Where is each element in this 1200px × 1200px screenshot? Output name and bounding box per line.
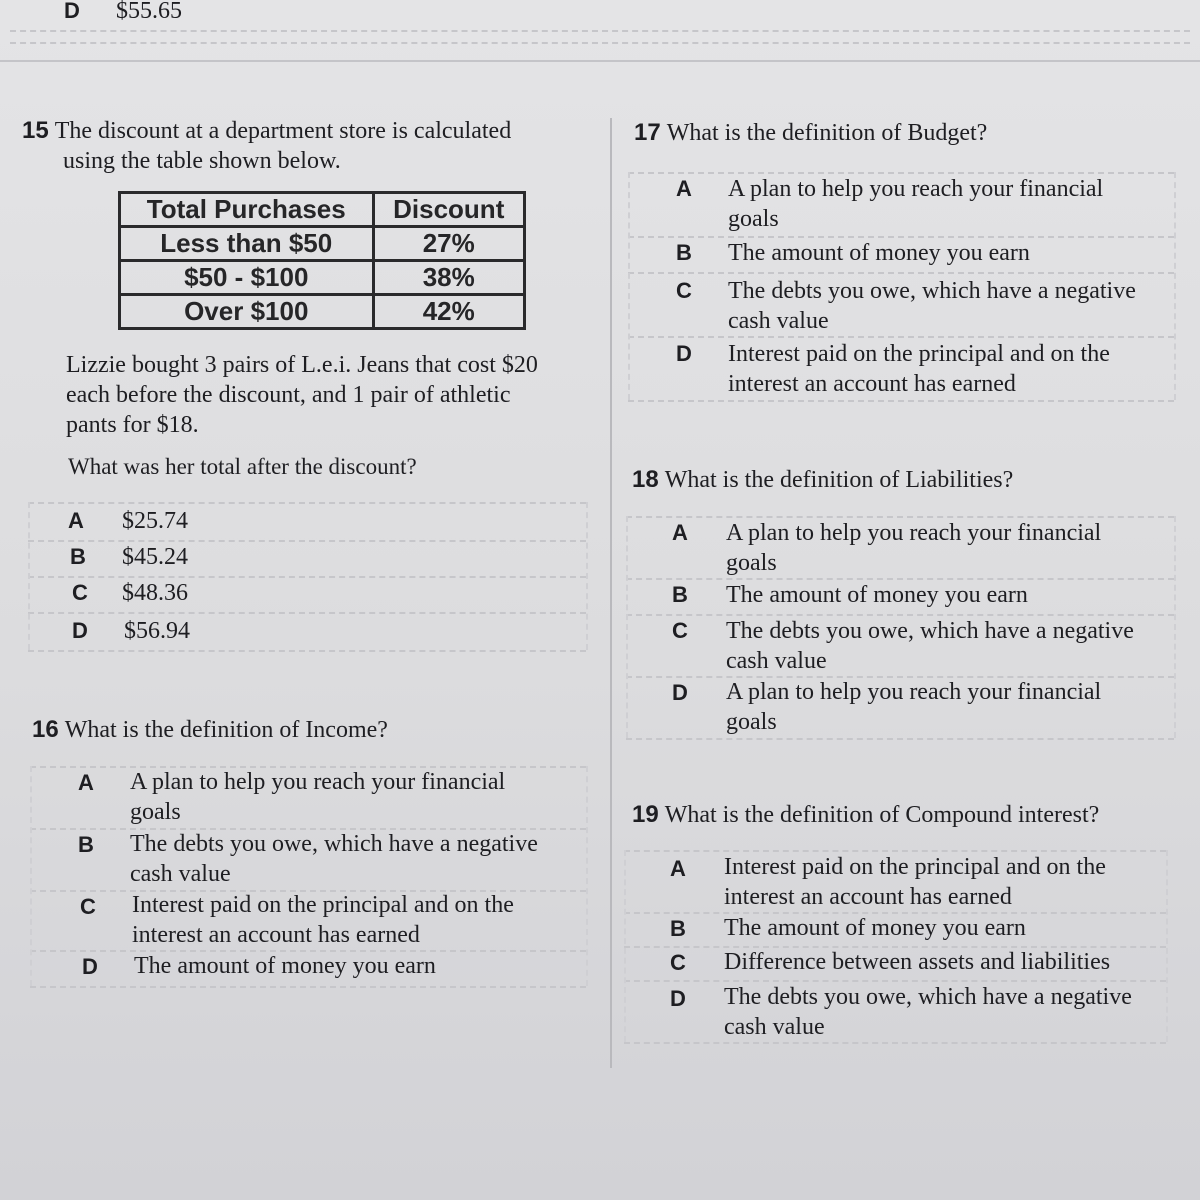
option-letter: A: [676, 176, 692, 201]
option-text-line2: goals: [728, 206, 779, 232]
question-17-prompt: 17 What is the definition of Budget?: [634, 119, 988, 146]
question-number: 18: [632, 466, 659, 493]
question-15-question: What was her total after the discount?: [68, 454, 417, 479]
option-letter: B: [676, 240, 692, 265]
option-text-line1: A plan to help you reach your financial: [130, 769, 506, 795]
answer-grid-line: [586, 502, 588, 650]
option-text-line1: The amount of money you earn: [728, 240, 1030, 266]
answer-grid-line: [628, 400, 1174, 402]
prev-option-d-letter: D: [64, 0, 80, 23]
answer-grid-line: [628, 272, 1174, 274]
option-text-line2: interest an account has earned: [132, 922, 420, 948]
option-letter: A: [670, 856, 686, 881]
discount-table: [118, 191, 526, 330]
answer-grid-line: [626, 516, 628, 738]
option-text-line1: The debts you owe, which have a negative: [130, 831, 538, 857]
option-letter: D: [670, 986, 686, 1011]
question-number: 17: [634, 119, 661, 146]
table-row: [120, 295, 525, 329]
option-text-line1: Difference between assets and liabilities: [724, 949, 1111, 975]
option-text: $48.36: [122, 580, 188, 606]
option-text-line1: The debts you owe, which have a negative: [728, 278, 1136, 304]
answer-grid-line: [30, 766, 32, 986]
question-15-story-line2: each before the discount, and 1 pair of athletic: [66, 382, 511, 408]
option-text-line2: goals: [726, 709, 777, 735]
question-15-story-line1: Lizzie bought 3 pairs of L.e.i. Jeans that cost $20: [66, 352, 538, 378]
option-text-line2: goals: [130, 799, 181, 825]
answer-grid-line: [28, 612, 586, 614]
option-letter: B: [70, 544, 86, 569]
section-divider: [0, 60, 1200, 62]
answer-grid-line: [624, 850, 626, 1042]
answer-grid-line: [586, 766, 588, 986]
option-letter: A: [68, 508, 84, 533]
prev-option-d-text: $55.65: [116, 0, 182, 24]
table-header-row: [120, 193, 525, 227]
option-text-line1: Interest paid on the principal and on the: [728, 341, 1110, 367]
column-divider: [610, 118, 612, 1068]
option-letter: D: [676, 341, 692, 366]
option-text-line2: cash value: [724, 1014, 825, 1040]
question-number: 15: [22, 117, 49, 144]
option-letter: C: [676, 278, 692, 303]
option-letter: D: [82, 954, 98, 979]
question-16-prompt: 16 What is the definition of Income?: [32, 716, 388, 743]
table-header: Discount: [373, 193, 525, 227]
answer-grid-line: [1174, 516, 1176, 738]
option-text: $45.24: [122, 544, 188, 570]
table-cell: $50 - $100: [120, 261, 374, 295]
option-text-line1: A plan to help you reach your financial: [726, 520, 1102, 546]
option-text-line1: Interest paid on the principal and on the: [132, 892, 514, 918]
table-cell: 27%: [373, 227, 525, 261]
option-text-line2: goals: [726, 550, 777, 576]
question-19-prompt: 19 What is the definition of Compound interest?: [632, 801, 1100, 828]
option-text-line2: cash value: [726, 648, 827, 674]
table-header: Total Purchases: [120, 193, 374, 227]
option-letter: C: [672, 618, 688, 643]
option-text-line1: A plan to help you reach your financial: [728, 176, 1104, 202]
option-letter: D: [72, 618, 88, 643]
answer-grid-line: [28, 502, 586, 504]
option-letter: A: [78, 770, 94, 795]
question-number: 16: [32, 716, 59, 743]
dashed-divider: [10, 30, 1190, 32]
option-text: $25.74: [122, 508, 188, 534]
option-letter: C: [80, 894, 96, 919]
table-row: [120, 227, 525, 261]
answer-grid-line: [628, 172, 630, 400]
question-15-story-line3: pants for $18.: [66, 412, 199, 438]
option-text-line1: The debts you owe, which have a negative: [724, 984, 1132, 1010]
option-text-line1: The amount of money you earn: [134, 953, 436, 979]
table-cell: Less than $50: [120, 227, 374, 261]
option-letter: C: [72, 580, 88, 605]
dashed-divider: [10, 42, 1190, 44]
question-number: 19: [632, 801, 659, 828]
option-letter: B: [78, 832, 94, 857]
answer-grid-line: [628, 336, 1174, 338]
option-letter: C: [670, 950, 686, 975]
option-letter: B: [672, 582, 688, 607]
answer-grid-line: [28, 576, 586, 578]
question-15-prompt-line2: using the table shown below.: [63, 148, 341, 174]
answer-grid-line: [28, 650, 586, 652]
option-text-line2: cash value: [728, 308, 829, 334]
answer-grid-line: [1166, 850, 1168, 1042]
option-text-line1: Interest paid on the principal and on the: [724, 854, 1106, 880]
option-letter: A: [672, 520, 688, 545]
table-cell: Over $100: [120, 295, 374, 329]
table-row: [120, 261, 525, 295]
answer-grid-line: [1174, 172, 1176, 400]
answer-grid-line: [28, 502, 30, 650]
option-text-line2: interest an account has earned: [724, 884, 1012, 910]
question-15-prompt: 15 The discount at a department store is calculated: [22, 117, 512, 144]
table-cell: 38%: [373, 261, 525, 295]
answer-grid-line: [30, 986, 586, 988]
answer-grid-line: [626, 738, 1174, 740]
option-text-line2: cash value: [130, 861, 231, 887]
option-text-line1: The amount of money you earn: [726, 582, 1028, 608]
answer-grid-line: [28, 540, 586, 542]
option-text-line1: The debts you owe, which have a negative: [726, 618, 1134, 644]
option-text-line2: interest an account has earned: [728, 371, 1016, 397]
table-cell: 42%: [373, 295, 525, 329]
option-letter: B: [670, 916, 686, 941]
option-letter: D: [672, 680, 688, 705]
question-18-prompt: 18 What is the definition of Liabilities?: [632, 466, 1014, 493]
answer-grid-line: [624, 1042, 1166, 1044]
option-text: $56.94: [124, 618, 190, 644]
option-text-line1: The amount of money you earn: [724, 915, 1026, 941]
option-text-line1: A plan to help you reach your financial: [726, 679, 1102, 705]
